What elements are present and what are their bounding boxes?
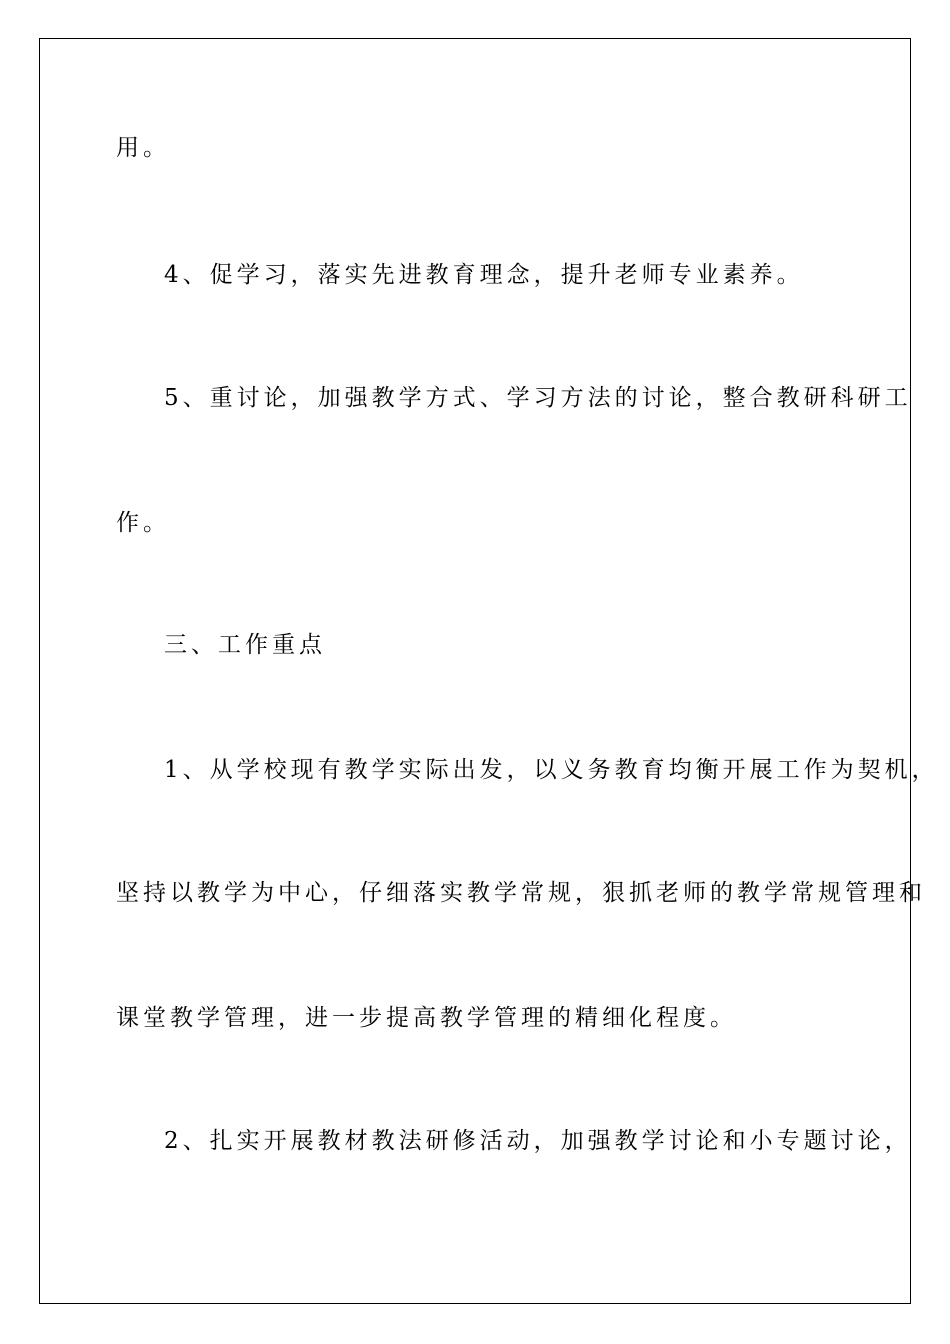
text-line-2: 4、促学习，落实先进教育理念，提升老师专业素养。 (164, 262, 804, 288)
text-line-6: 1、从学校现有教学实际出发，以义务教育均衡开展工作为契机， (164, 757, 939, 783)
text-line-7: 坚持以教学为中心，仔细落实教学常规，狠抓老师的教学常规管理和 (116, 880, 926, 906)
text-line-9: 2、扎实开展教材教法研修活动，加强教学讨论和小专题讨论， (164, 1128, 912, 1154)
page-border (39, 38, 911, 1304)
text-line-4: 作。 (116, 510, 170, 536)
text-line-3: 5、重讨论，加强教学方式、学习方法的讨论，整合教研科研工 (164, 385, 912, 411)
section-heading: 三、工作重点 (164, 632, 326, 658)
text-line-1: 用。 (116, 135, 170, 161)
text-line-8: 课堂教学管理，进一步提高教学管理的精细化程度。 (116, 1005, 737, 1031)
